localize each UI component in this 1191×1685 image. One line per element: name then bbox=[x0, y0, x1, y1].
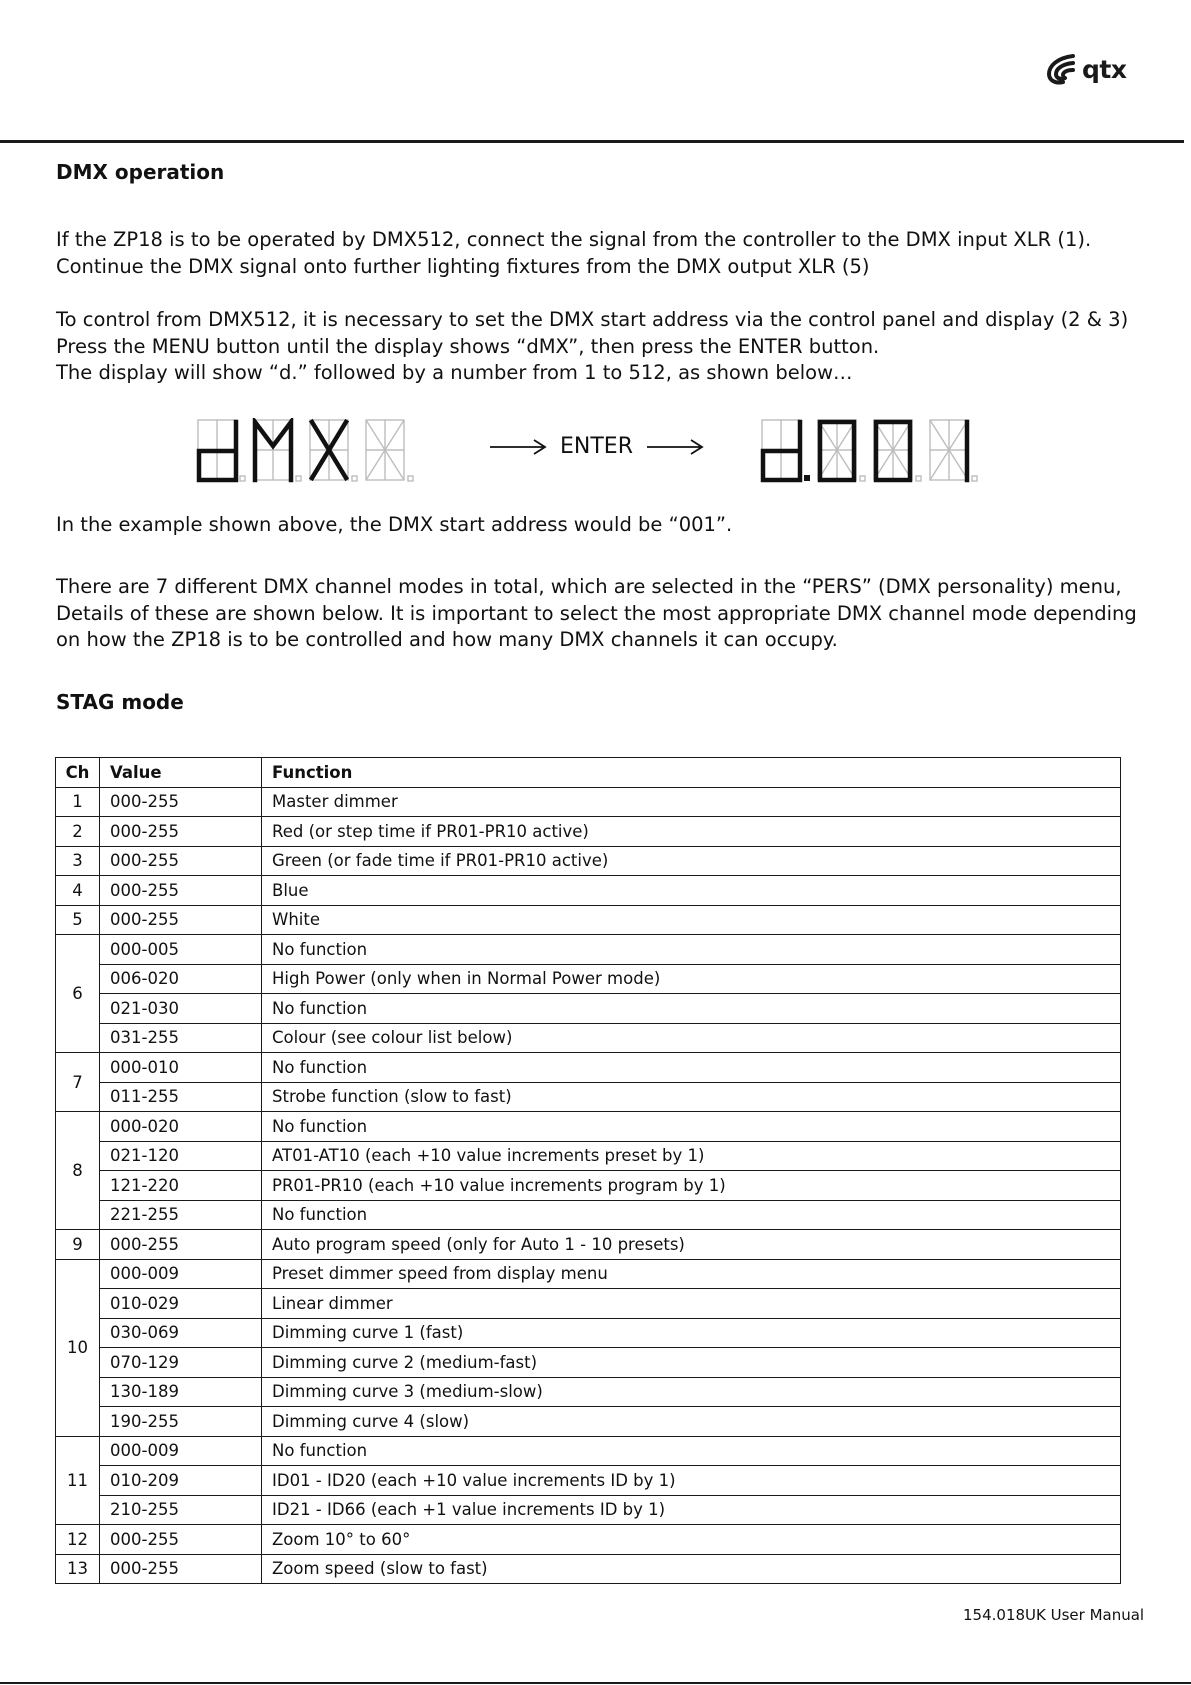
cell-function: No function bbox=[262, 1112, 1121, 1142]
cell-function: High Power (only when in Normal Power mode) bbox=[262, 964, 1121, 994]
paragraph-line: There are 7 different DMX channel modes in total, which are selected in the “PERS” (DMX personality) menu, bbox=[56, 575, 1122, 598]
table-row bbox=[56, 1200, 1121, 1230]
cell-function: AT01-AT10 (each +10 value increments preset by 1) bbox=[262, 1141, 1121, 1171]
cell-channel: 1 bbox=[56, 787, 100, 817]
paragraph-example: In the example shown above, the DMX start address would be “001”. bbox=[56, 513, 733, 536]
header-divider bbox=[0, 140, 1184, 143]
cell-channel: 6 bbox=[56, 935, 100, 1053]
table-row bbox=[56, 1407, 1121, 1437]
cell-function: Zoom 10° to 60° bbox=[262, 1525, 1121, 1555]
logo-text: qtx bbox=[1082, 54, 1127, 84]
table-row bbox=[56, 1318, 1121, 1348]
paragraph-channel-modes bbox=[56, 574, 1137, 654]
cell-value: 000-255 bbox=[100, 1230, 262, 1260]
cell-function: Dimming curve 3 (medium-slow) bbox=[262, 1377, 1121, 1407]
cell-value: 010-029 bbox=[100, 1289, 262, 1319]
table-row bbox=[56, 1554, 1121, 1584]
paragraph-line: Press the MENU button until the display shows “dMX”, then press the ENTER button. bbox=[56, 334, 880, 358]
table-row bbox=[56, 1495, 1121, 1525]
arrow-right-icon bbox=[645, 437, 705, 457]
cell-channel: 3 bbox=[56, 846, 100, 876]
cell-function: Dimming curve 2 (medium-fast) bbox=[262, 1348, 1121, 1378]
cell-function: Linear dimmer bbox=[262, 1289, 1121, 1319]
cell-value: 000-255 bbox=[100, 905, 262, 935]
cell-function: Auto program speed (only for Auto 1 - 10 presets) bbox=[262, 1230, 1121, 1260]
table-row bbox=[56, 817, 1121, 847]
cell-function: Dimming curve 1 (fast) bbox=[262, 1318, 1121, 1348]
arrow-right-icon bbox=[488, 437, 548, 457]
cell-value: 011-255 bbox=[100, 1082, 262, 1112]
cell-value: 121-220 bbox=[100, 1171, 262, 1201]
cell-value: 021-120 bbox=[100, 1141, 262, 1171]
paragraph-start-address bbox=[56, 307, 1128, 387]
table-row bbox=[56, 1230, 1121, 1260]
cell-channel: 2 bbox=[56, 817, 100, 847]
table-row bbox=[56, 1289, 1121, 1319]
cell-function: No function bbox=[262, 994, 1121, 1024]
cell-function: No function bbox=[262, 1053, 1121, 1083]
cell-function: ID01 - ID20 (each +10 value increments ID by 1) bbox=[262, 1466, 1121, 1496]
table-row bbox=[56, 1112, 1121, 1142]
cell-function: Colour (see colour list below) bbox=[262, 1023, 1121, 1053]
cell-function: No function bbox=[262, 1200, 1121, 1230]
table-row bbox=[56, 846, 1121, 876]
cell-channel: 4 bbox=[56, 876, 100, 906]
cell-channel: 5 bbox=[56, 905, 100, 935]
cell-value: 210-255 bbox=[100, 1495, 262, 1525]
cell-value: 030-069 bbox=[100, 1318, 262, 1348]
table-row bbox=[56, 787, 1121, 817]
cell-channel: 12 bbox=[56, 1525, 100, 1555]
cell-function: Master dimmer bbox=[262, 787, 1121, 817]
cell-value: 000-255 bbox=[100, 817, 262, 847]
cell-function: Red (or step time if PR01-PR10 active) bbox=[262, 817, 1121, 847]
paragraph-line: If the ZP18 is to be operated by DMX512, connect the signal from the controller to the DMX input XLR (1). bbox=[56, 228, 1092, 251]
cell-channel: 9 bbox=[56, 1230, 100, 1260]
table-header-row bbox=[56, 758, 1121, 788]
enter-transition bbox=[488, 434, 705, 459]
cell-value: 000-009 bbox=[100, 1436, 262, 1466]
cell-function: White bbox=[262, 905, 1121, 935]
table-row bbox=[56, 1466, 1121, 1496]
table-row bbox=[56, 876, 1121, 906]
cell-function: Zoom speed (slow to fast) bbox=[262, 1554, 1121, 1584]
paragraph-line: To control from DMX512, it is necessary to set the DMX start address via the control panel and display (2 & 3) bbox=[56, 308, 1129, 331]
section-title-dmx-operation: DMX operation bbox=[56, 160, 225, 184]
table-row bbox=[56, 1023, 1121, 1053]
cell-value: 021-030 bbox=[100, 994, 262, 1024]
table-body bbox=[56, 787, 1121, 1584]
cell-function: Strobe function (slow to fast) bbox=[262, 1082, 1121, 1112]
cell-value: 000-005 bbox=[100, 935, 262, 965]
cell-value: 070-129 bbox=[100, 1348, 262, 1378]
stag-mode-table bbox=[55, 757, 1121, 1584]
table-row bbox=[56, 1525, 1121, 1555]
brand-logo bbox=[1043, 52, 1126, 86]
cell-function: PR01-PR10 (each +10 value increments program by 1) bbox=[262, 1171, 1121, 1201]
table-row bbox=[56, 1348, 1121, 1378]
table-row bbox=[56, 1141, 1121, 1171]
sound-wave-icon bbox=[1043, 52, 1079, 86]
paragraph-line: Continue the DMX signal onto further lighting fixtures from the DMX output XLR (5) bbox=[56, 254, 870, 278]
cell-value: 000-020 bbox=[100, 1112, 262, 1142]
cell-function: Blue bbox=[262, 876, 1121, 906]
column-header-ch: Ch bbox=[56, 758, 100, 788]
section-title-stag-mode: STAG mode bbox=[56, 690, 184, 714]
display-dmx bbox=[196, 418, 418, 486]
cell-value: 010-209 bbox=[100, 1466, 262, 1496]
footer-manual-label: 154.018UK User Manual bbox=[963, 1606, 1145, 1624]
cell-function: Green (or fade time if PR01-PR10 active) bbox=[262, 846, 1121, 876]
cell-value: 000-010 bbox=[100, 1053, 262, 1083]
table-row bbox=[56, 964, 1121, 994]
column-header-value: Value bbox=[100, 758, 262, 788]
cell-value: 130-189 bbox=[100, 1377, 262, 1407]
enter-label: ENTER bbox=[560, 434, 633, 459]
cell-channel: 11 bbox=[56, 1436, 100, 1525]
cell-value: 221-255 bbox=[100, 1200, 262, 1230]
paragraph-line: on how the ZP18 is to be controlled and how many DMX channels it can occupy. bbox=[56, 628, 838, 651]
cell-channel: 8 bbox=[56, 1112, 100, 1230]
cell-value: 006-020 bbox=[100, 964, 262, 994]
cell-value: 000-255 bbox=[100, 876, 262, 906]
cell-function: Dimming curve 4 (slow) bbox=[262, 1407, 1121, 1437]
cell-value: 000-255 bbox=[100, 1554, 262, 1584]
table-row bbox=[56, 1053, 1121, 1083]
table-row bbox=[56, 1436, 1121, 1466]
cell-function: Preset dimmer speed from display menu bbox=[262, 1259, 1121, 1289]
table-row bbox=[56, 935, 1121, 965]
paragraph-line: Details of these are shown below. It is important to select the most appropriate DMX channel mode depending bbox=[56, 601, 1137, 625]
column-header-function: Function bbox=[262, 758, 1121, 788]
cell-value: 000-255 bbox=[100, 787, 262, 817]
cell-value: 031-255 bbox=[100, 1023, 262, 1053]
cell-value: 190-255 bbox=[100, 1407, 262, 1437]
table-row bbox=[56, 1082, 1121, 1112]
cell-value: 000-255 bbox=[100, 1525, 262, 1555]
cell-value: 000-009 bbox=[100, 1259, 262, 1289]
cell-channel: 7 bbox=[56, 1053, 100, 1112]
table-row bbox=[56, 1259, 1121, 1289]
footer-divider bbox=[0, 1682, 1191, 1684]
cell-channel: 13 bbox=[56, 1554, 100, 1584]
paragraph-line: The display will show “d.” followed by a number from 1 to 512, as shown below… bbox=[56, 361, 853, 384]
table-row bbox=[56, 905, 1121, 935]
display-illustration bbox=[196, 412, 996, 486]
cell-value: 000-255 bbox=[100, 846, 262, 876]
cell-function: ID21 - ID66 (each +1 value increments ID by 1) bbox=[262, 1495, 1121, 1525]
cell-function: No function bbox=[262, 1436, 1121, 1466]
display-d001 bbox=[760, 418, 992, 486]
cell-function: No function bbox=[262, 935, 1121, 965]
cell-channel: 10 bbox=[56, 1259, 100, 1436]
table-row bbox=[56, 1377, 1121, 1407]
paragraph-connect bbox=[56, 227, 1091, 280]
table-row bbox=[56, 1171, 1121, 1201]
table-row bbox=[56, 994, 1121, 1024]
